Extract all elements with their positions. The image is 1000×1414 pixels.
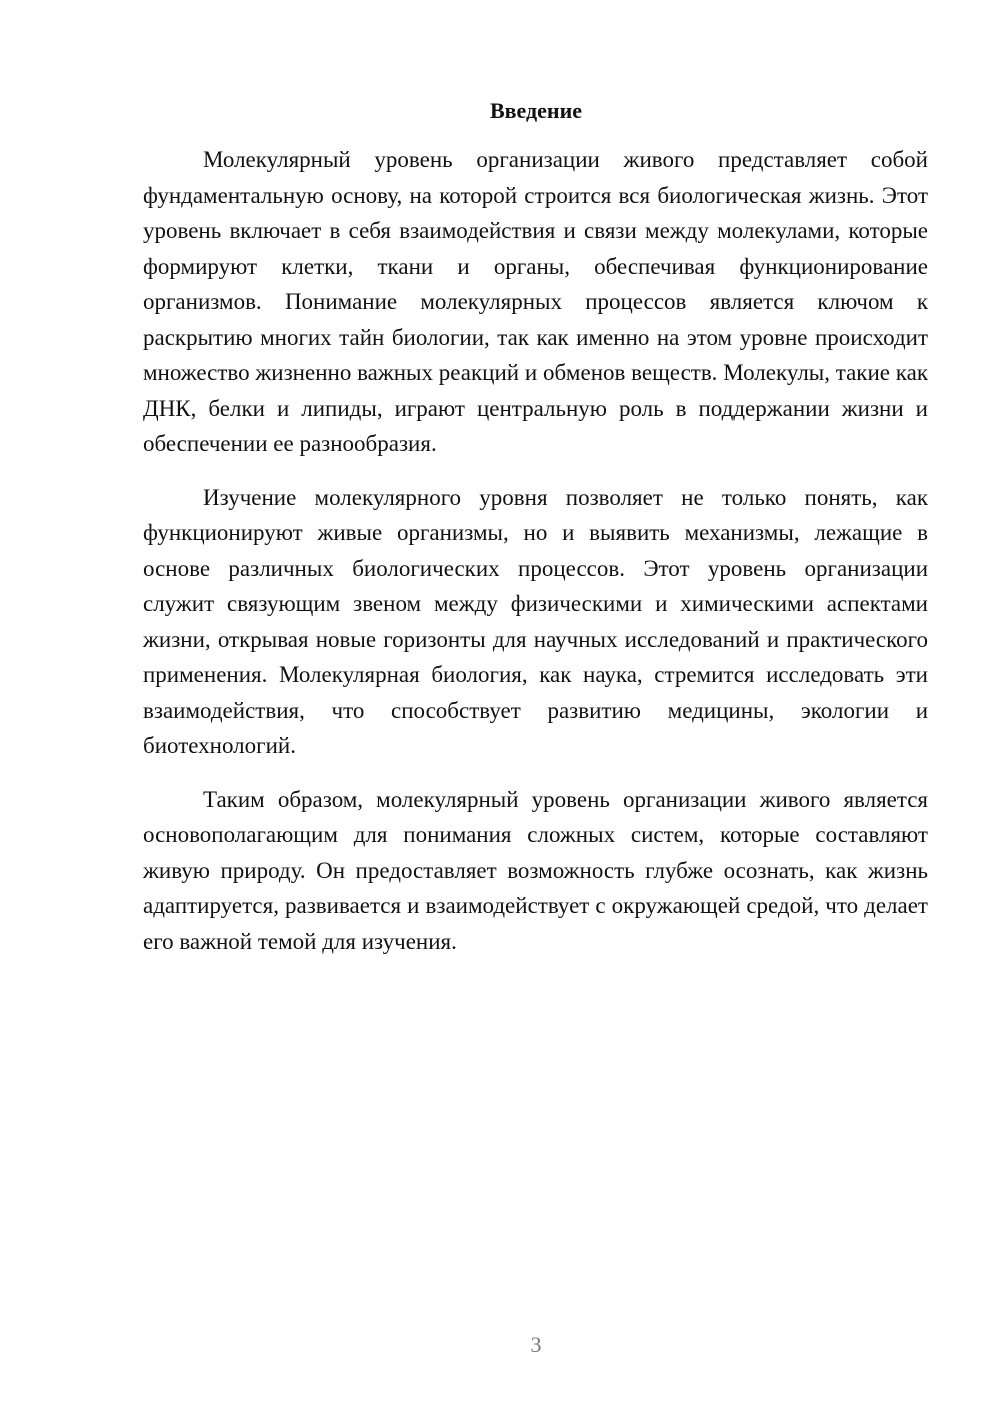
paragraph-3: Таким образом, молекулярный уровень организации живого является основополагающим для понимания сложных систем, которые составляют живую природу. Он предоставляет возможность глубже осознать, как жизнь адаптируется, развивается и взаимодействует с окружающей средой, что делает его важной темой для изучения. xyxy=(143,786,928,954)
paragraph-2: Изучение молекулярного уровня позволяет не только понять, как функционируют живые организмы, но и выявить механизмы, лежащие в основе различных биологических процессов. Этот уровень организации служит связующим звеном между физическими и химическими аспектами жизни, открывая новые горизонты для научных исследований и практического применения. Молекулярная биология, как наука, стремится исследовать эти взаимодействия, что способствует развитию медицины, экологии и биотехнологий. xyxy=(143,484,928,758)
section-heading: Введение xyxy=(489,98,583,123)
paragraph-1: Молекулярный уровень организации живого представляет собой фундаментальную основу, на которой строится вся биологическая жизнь. Этот уровень включает в себя взаимодействия и связи между молекулами, которые формируют клетки, ткани и органы, обеспечивая функционирование организмов. Понимание молекулярных процессов является ключом к раскрытию многих тайн биологии, так как именно на этом уровне происходит множество жизненно важных реакций и обменов веществ. Молекулы, такие как ДНК, белки и липиды, играют центральную роль в поддержании жизни и обеспечении ее разнообразия. xyxy=(143,147,928,456)
page-number: 3 xyxy=(530,1332,542,1357)
body-text xyxy=(143,142,928,977)
